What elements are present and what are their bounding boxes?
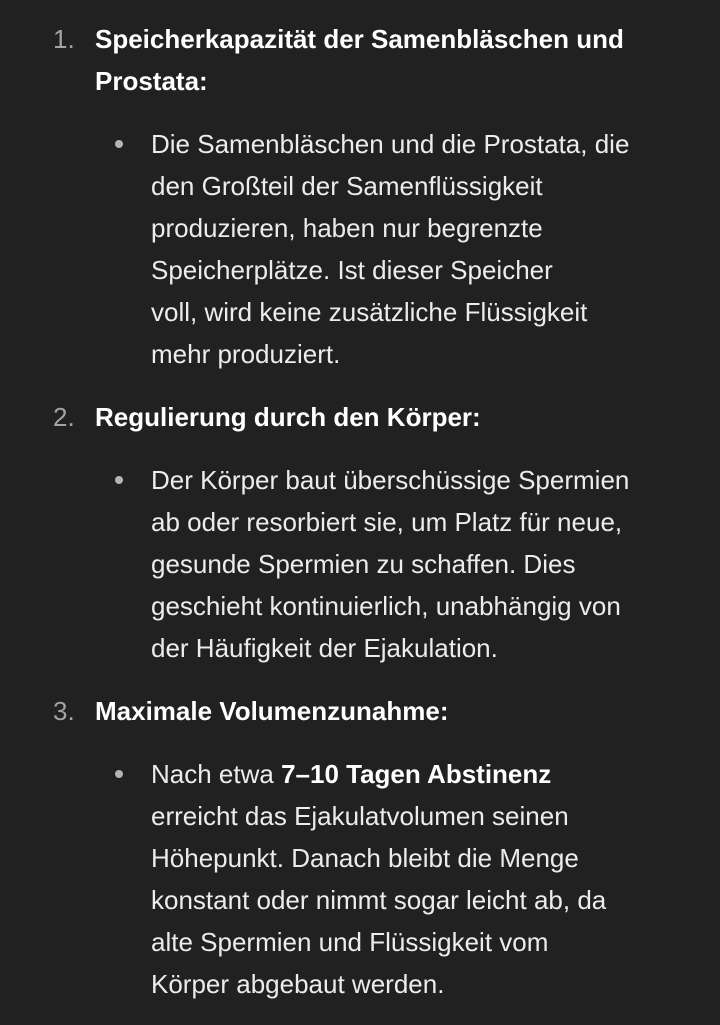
- bullet-line: Speicherplätze. Ist dieser Speicher: [151, 255, 553, 285]
- bullet-text-prefix: Nach etwa: [151, 759, 282, 789]
- bullet-line: gesunde Spermien zu schaffen. Dies: [151, 549, 576, 579]
- bullet-line: Der Körper baut überschüssige Spermien: [151, 465, 630, 495]
- list-number: 3.: [53, 696, 75, 726]
- bullet-icon: [115, 770, 123, 778]
- list-heading: Prostata:: [95, 66, 208, 96]
- bullet-line: Körper abgebaut werden.: [151, 969, 445, 999]
- bullet-line: geschieht kontinuierlich, unabhängig von: [151, 591, 621, 621]
- bullet-line: erreicht das Ejakulatvolumen seinen: [151, 801, 569, 831]
- bullet-line: mehr produziert.: [151, 339, 341, 369]
- list-heading: Regulierung durch den Körper:: [95, 402, 481, 432]
- list-heading: Maximale Volumenzunahme:: [95, 696, 449, 726]
- bullet-line: Die Samenbläschen und die Prostata, die: [151, 129, 630, 159]
- bullet-line: ab oder resorbiert sie, um Platz für neue,: [151, 507, 623, 537]
- bullet-icon: [115, 476, 123, 484]
- list-number: 1.: [53, 24, 75, 54]
- bullet-icon: [115, 140, 123, 148]
- bullet-line: voll, wird keine zusätzliche Flüssigkeit: [151, 297, 588, 327]
- list-heading: Speicherkapazität der Samenbläschen und: [95, 24, 624, 54]
- bullet-line: Höhepunkt. Danach bleibt die Menge: [151, 843, 579, 873]
- bullet-line: konstant oder nimmt sogar leicht ab, da: [151, 885, 607, 915]
- bullet-line: [151, 753, 711, 795]
- bullet-line: den Großteil der Samenflüssigkeit: [151, 171, 543, 201]
- bullet-line: alte Spermien und Flüssigkeit vom: [151, 927, 549, 957]
- bullet-line: der Häufigkeit der Ejakulation.: [151, 633, 498, 663]
- bullet-line: produzieren, haben nur begrenzte: [151, 213, 543, 243]
- bullet-text-emphasis: 7–10 Tagen Abstinenz: [281, 759, 552, 789]
- list-number: 2.: [53, 402, 75, 432]
